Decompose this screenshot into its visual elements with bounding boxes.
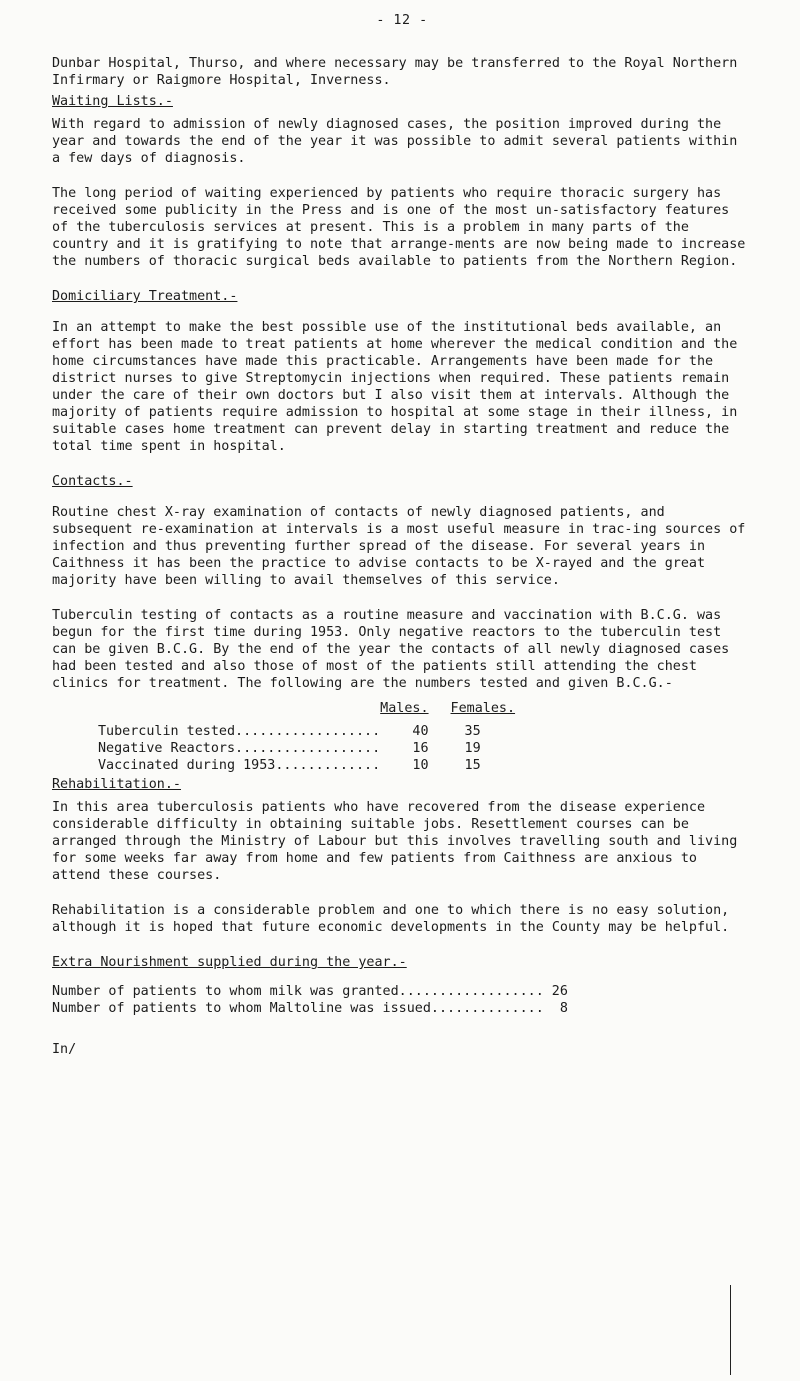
contacts-heading: Contacts.- bbox=[52, 474, 133, 489]
rehabilitation-paragraph-2: Rehabilitation is a considerable problem and one to which there is no easy solution, although it is hoped that future economic developments in the County may be helpful. bbox=[52, 903, 730, 935]
catchword: In/ bbox=[52, 1042, 77, 1057]
row-label: Vaccinated during 1953............. bbox=[98, 758, 381, 773]
rehabilitation-paragraph-1: In this area tuberculosis patients who have recovered from the disease experience considerable difficulty in obtaining suitable jobs. Resettlement courses can be arranged through the Ministry of Labour but this involves travelling south and living for some weeks far away from home and few patients from Caithness are anxious to attend these courses. bbox=[52, 800, 738, 883]
row-value: 26 bbox=[551, 984, 568, 999]
waiting-paragraph-1: With regard to admission of newly diagnosed cases, the position improved during the year and towards the end of the year it was possible to admit several patients within a few days of diagnosis. bbox=[52, 117, 738, 166]
females-value: 35 bbox=[464, 724, 481, 739]
table-row bbox=[98, 757, 515, 774]
bcg-table bbox=[98, 700, 515, 774]
males-value: 40 bbox=[412, 724, 429, 739]
waiting-lists-heading: Waiting Lists.- bbox=[52, 94, 173, 109]
table-row bbox=[52, 983, 568, 1000]
page bbox=[52, 12, 752, 1058]
margin-line bbox=[730, 1285, 731, 1375]
rehabilitation-heading: Rehabilitation.- bbox=[52, 777, 181, 792]
domiciliary-paragraph-1: In an attempt to make the best possible use of the institutional beds available, an effort has been made to treat patients at home wherever the medical condition and the home circumstances have made this practicable. Arrangements have been made for the district nurses to give Streptomycin injections when required. These patients remain under the care of their own doctors but I also visit them at intervals. Although the majority of patients require admission to hospital at some stage in their illness, in suitable cases home treatment can prevent delay in starting treatment and reduce the total time spent in hospital. bbox=[52, 320, 738, 454]
row-label: Negative Reactors.................. bbox=[98, 741, 381, 756]
domiciliary-heading: Domiciliary Treatment.- bbox=[52, 289, 238, 304]
page-number: - 12 - bbox=[376, 13, 428, 28]
row-value: 8 bbox=[559, 1001, 568, 1016]
females-value: 15 bbox=[464, 758, 481, 773]
males-column-header: Males. bbox=[380, 701, 429, 716]
contacts-paragraph-1: Routine chest X-ray examination of contacts of newly diagnosed patients, and subsequent re-examination at intervals is a most useful measure in trac-ing sources of infection and thus preventing further spread of the disease. For several years in Caithness it has been the practice to advise contacts to be X-rayed and the great majority have been willing to avail themselves of this service. bbox=[52, 505, 746, 588]
intro-paragraph: Dunbar Hospital, Thurso, and where necessary may be transferred to the Royal Northern Infirmary or Raigmore Hospital, Inverness. bbox=[52, 56, 738, 88]
nourishment-table bbox=[52, 983, 568, 1017]
females-column-header: Females. bbox=[450, 701, 516, 716]
contacts-paragraph-2: Tuberculin testing of contacts as a routine measure and vaccination with B.C.G. was begun for the first time during 1953. Only negative reactors to the tuberculin test can be given B.C.G. By the end of the year the contacts of all newly diagnosed cases had been tested and also those of most of the patients still attending the chest clinics for treatment. The following are the numbers tested and given B.C.G.- bbox=[52, 608, 730, 691]
table-row bbox=[52, 1000, 568, 1017]
males-value: 10 bbox=[412, 758, 429, 773]
row-label: Tuberculin tested.................. bbox=[98, 724, 381, 739]
males-value: 16 bbox=[412, 741, 429, 756]
row-label: Number of patients to whom milk was granted.................. bbox=[52, 984, 544, 999]
females-value: 19 bbox=[464, 741, 481, 756]
waiting-paragraph-2: The long period of waiting experienced by patients who require thoracic surgery has received some publicity in the Press and is one of the most un-satisfactory features of the tuberculosis services at present. This is a problem in many parts of the country and it is gratifying to note that arrange-ments are now being made to increase the numbers of thoracic surgical beds available to patients from the Northern Region. bbox=[52, 186, 746, 269]
table-row bbox=[98, 740, 515, 757]
bcg-table-header-row bbox=[98, 700, 515, 717]
nourishment-heading: Extra Nourishment supplied during the year.- bbox=[52, 955, 407, 970]
row-label: Number of patients to whom Maltoline was issued.............. bbox=[52, 1001, 544, 1016]
table-row bbox=[98, 723, 515, 740]
